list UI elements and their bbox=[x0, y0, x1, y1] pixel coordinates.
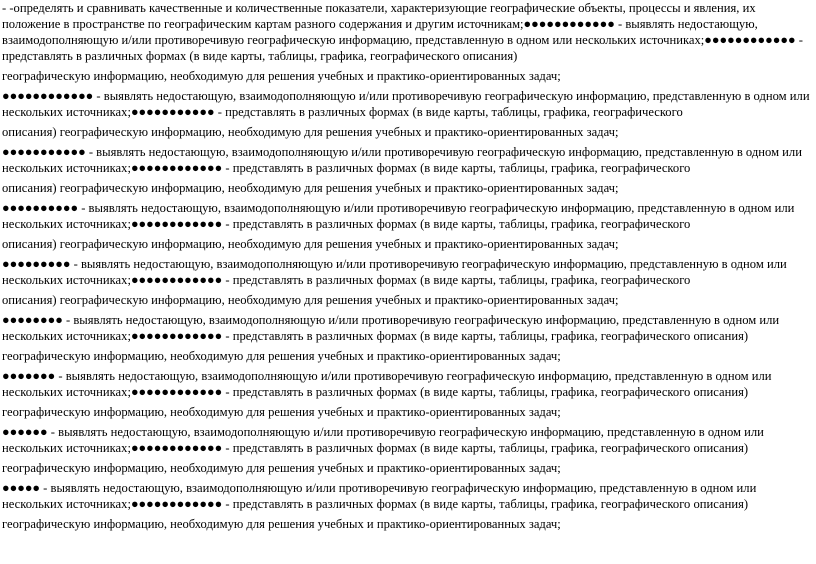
paragraph-7-tail: географическую информацию, необходимую для решения учебных и практико-ориентированных задач; bbox=[2, 405, 561, 419]
paragraph-3 bbox=[2, 144, 814, 196]
paragraph-8-tail: географическую информацию, необходимую для решения учебных и практико-ориентированных задач; bbox=[2, 461, 561, 475]
paragraph-8-text: ●●●●●● - выявлять недостающую, взаимодополняющую и/или противоречивую географическую информацию, представленную в одном или нескольких источниках;●●●●●●●●●●●● - представлять в различных формах (в виде карты, таблицы, графика, географического описания) bbox=[2, 425, 764, 455]
paragraph-4 bbox=[2, 200, 814, 252]
paragraph-1 bbox=[2, 0, 814, 84]
paragraph-2 bbox=[2, 88, 814, 140]
paragraph-4-text: ●●●●●●●●●● - выявлять недостающую, взаимодополняющую и/или противоречивую географическую информацию, представленную в одном или нескольких источниках;●●●●●●●●●●●● - представлять в различных формах (в виде карты, таблицы, графика, географического bbox=[2, 201, 795, 231]
paragraph-9-tail: географическую информацию, необходимую для решения учебных и практико-ориентированных задач; bbox=[2, 517, 561, 531]
paragraph-4-tail: описания) географическую информацию, необходимую для решения учебных и практико-ориентированных задач; bbox=[2, 237, 619, 251]
paragraph-6-text: ●●●●●●●● - выявлять недостающую, взаимодополняющую и/или противоречивую географическую информацию, представленную в одном или нескольких источниках;●●●●●●●●●●●● - представлять в различных формах (в виде карты, таблицы, графика, географического описания) bbox=[2, 313, 780, 343]
paragraph-9 bbox=[2, 480, 814, 532]
paragraph-5 bbox=[2, 256, 814, 308]
paragraph-9-text: ●●●●● - выявлять недостающую, взаимодополняющую и/или противоречивую географическую информацию, представленную в одном или нескольких источниках;●●●●●●●●●●●● - представлять в различных формах (в виде карты, таблицы, графика, географического описания) bbox=[2, 481, 757, 511]
paragraph-2-text: ●●●●●●●●●●●● - выявлять недостающую, взаимодополняющую и/или противоречивую географическую информацию, представленную в одном или нескольких источниках;●●●●●●●●●●● - представлять в различных формах (в виде карты, таблицы, графика, географического bbox=[2, 89, 810, 119]
paragraph-8 bbox=[2, 424, 814, 476]
paragraph-7-text: ●●●●●●● - выявлять недостающую, взаимодополняющую и/или противоречивую географическую информацию, представленную в одном или нескольких источниках;●●●●●●●●●●●● - представлять в различных формах (в виде карты, таблицы, графика, географического описания) bbox=[2, 369, 772, 399]
paragraph-5-tail: описания) географическую информацию, необходимую для решения учебных и практико-ориентированных задач; bbox=[2, 293, 619, 307]
paragraph-3-tail: описания) географическую информацию, необходимую для решения учебных и практико-ориентированных задач; bbox=[2, 181, 619, 195]
paragraph-2-tail: описания) географическую информацию, необходимую для решения учебных и практико-ориентированных задач; bbox=[2, 125, 619, 139]
paragraph-6-tail: географическую информацию, необходимую для решения учебных и практико-ориентированных задач; bbox=[2, 349, 561, 363]
paragraph-7 bbox=[2, 368, 814, 420]
paragraph-5-text: ●●●●●●●●● - выявлять недостающую, взаимодополняющую и/или противоречивую географическую информацию, представленную в одном или нескольких источниках;●●●●●●●●●●●● - представлять в различных формах (в виде карты, таблицы, графика, географического bbox=[2, 257, 787, 287]
paragraph-3-text: ●●●●●●●●●●● - выявлять недостающую, взаимодополняющую и/или противоречивую географическую информацию, представленную в одном или нескольких источниках;●●●●●●●●●●●● - представлять в различных формах (в виде карты, таблицы, графика, географического bbox=[2, 145, 802, 175]
paragraph-1-tail: географическую информацию, необходимую для решения учебных и практико-ориентированных задач; bbox=[2, 69, 561, 83]
paragraph-1-text: - -определять и сравнивать качественные и количественные показатели, характеризующие географические объекты, процессы и явления, их положение в пространстве по географическим картам разного содержания и другим источникам;●●●●●●●●●●●● - выявлять недостающую, взаимодополняющую и/или противоречивую географическую информацию, представленную в одном или нескольких источниках;●●●●●●●●●●●● - представлять в различных формах (в виде карты, таблицы, графика, географического описания) bbox=[2, 1, 803, 63]
paragraph-6 bbox=[2, 312, 814, 364]
